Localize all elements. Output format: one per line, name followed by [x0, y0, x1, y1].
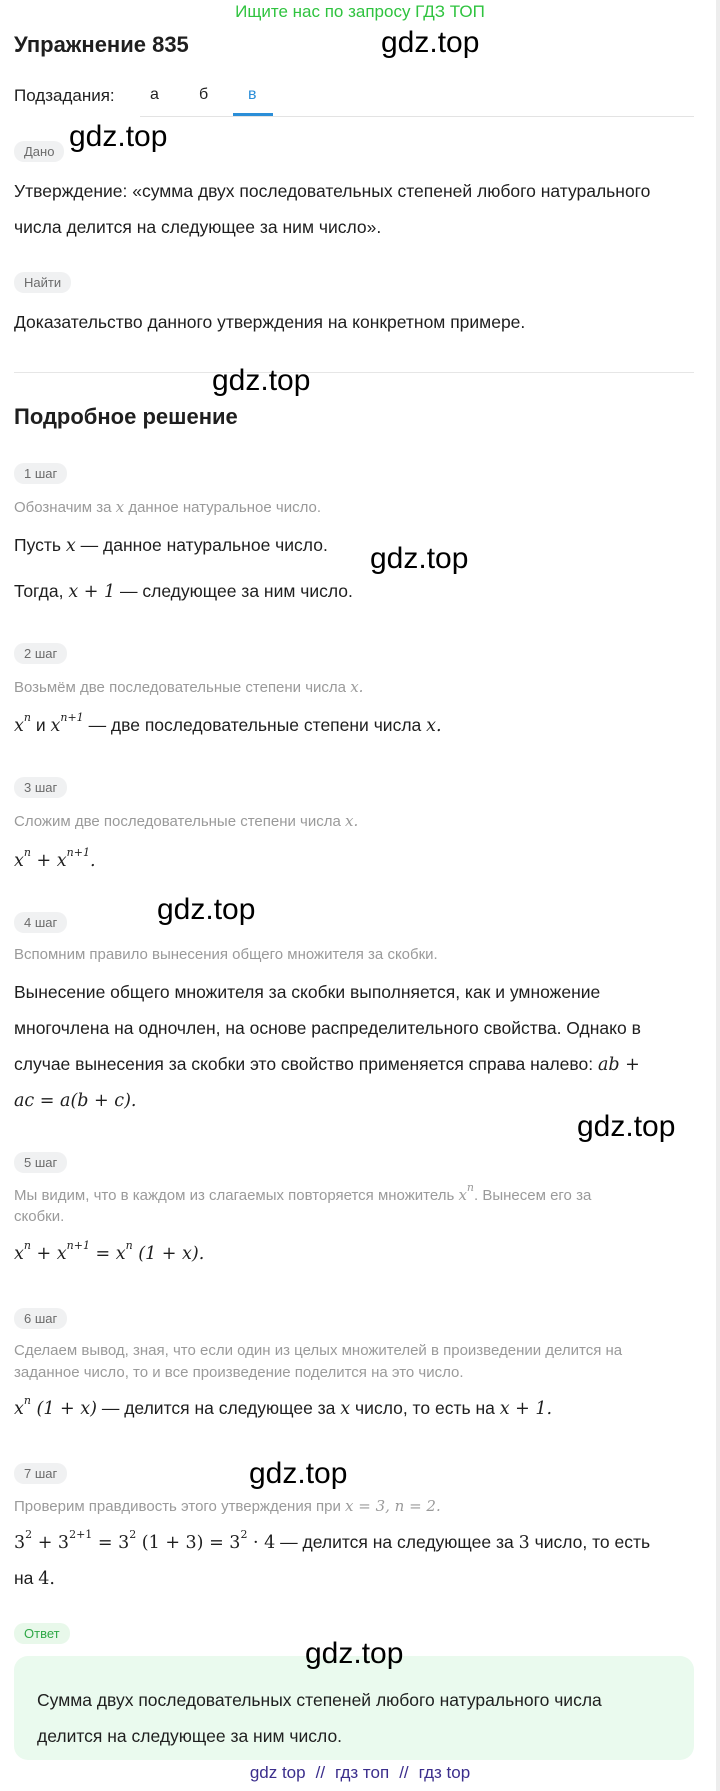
- divider: [14, 372, 694, 373]
- find-pill: Найти: [14, 272, 71, 293]
- answer-text: [37, 1682, 674, 1754]
- step-2-line: $x^n$ и $x^{n+1}$ — две последовательные степени числа x.: [14, 711, 442, 736]
- find-text: Доказательство данного утверждения на конкретном примере.: [14, 312, 526, 332]
- step-6-hint-2: заданное число, то и все произведение поделится на это число.: [14, 1364, 464, 1381]
- step-5-formula: $x^n + x^{n+1} = x^n$ (1 + x).: [14, 1239, 205, 1264]
- step-3-hint: Сложим две последовательные степени числа x.: [14, 812, 359, 830]
- footer-link-1[interactable]: gdz top: [249, 1763, 306, 1782]
- step-7-line-1: $3^2 + 3^{2+1} = 3^2$ $(1 + 3) = 3^2 \cdot 4$ — делится на следующее за 3 число, то есть: [14, 1528, 651, 1553]
- solution-title: Подробное решение: [14, 404, 238, 429]
- footer-link-3[interactable]: гдз top: [418, 1763, 471, 1782]
- step-1-hint: Обозначим за x данное натуральное число.: [14, 498, 322, 516]
- answer-line-1: Сумма двух последовательных степеней любого натурального числа: [37, 1690, 602, 1710]
- step-3-formula: $x^n + x^{n+1}$.: [14, 846, 96, 871]
- step-2-hint: Возьмём две последовательные степени числа x.: [14, 678, 364, 696]
- footer-link-2[interactable]: гдз топ: [335, 1763, 390, 1782]
- footer-links: [0, 1763, 720, 1783]
- step-1-line-1: Пусть x — данное натуральное число.: [14, 535, 328, 556]
- step-5-pill: 5 шаг: [14, 1152, 67, 1173]
- step-7-pill: 7 шаг: [14, 1463, 67, 1484]
- step-4-pill: 4 шаг: [14, 912, 67, 933]
- step-3-pill: 3 шаг: [14, 777, 67, 798]
- step-5-hint-1: Мы видим, что в каждом из слагаемых повторяется множитель $x^n$. Вынесем его за: [14, 1181, 592, 1204]
- subtask-tabs: [140, 86, 694, 117]
- watermark: gdz.top: [157, 893, 256, 926]
- step-7-hint: Проверим правдивость этого утверждения при x = 3, n = 2.: [14, 1497, 441, 1515]
- active-tab-indicator: [233, 113, 273, 116]
- watermark: gdz.top: [577, 1110, 676, 1143]
- subtasks-label: Подзадания:: [14, 86, 115, 105]
- step-4-formula: ac = a(b + c).: [14, 1091, 137, 1111]
- answer-box: [14, 1656, 694, 1760]
- answer-pill: Ответ: [14, 1623, 70, 1644]
- step-6-hint-1: Сделаем вывод, зная, что если один из целых множителей в произведении делится на: [14, 1342, 623, 1359]
- page-title: Упражнение 835: [14, 32, 189, 57]
- step-4-hint: Вспомним правило вынесения общего множителя за скобки.: [14, 946, 438, 963]
- step-7-line-2: на 4.: [14, 1568, 55, 1589]
- step-6-line: $x^n$ (1 + x) — делится на следующее за x число, то есть на x + 1.: [14, 1394, 553, 1419]
- step-1-pill: 1 шаг: [14, 463, 67, 484]
- tab-v[interactable]: в: [248, 86, 257, 103]
- footer-sep: //: [399, 1763, 409, 1782]
- step-4-line-3: случае вынесения за скобки это свойство применяется справа налево: ab +: [14, 1054, 640, 1075]
- watermark: gdz.top: [69, 120, 168, 153]
- given-pill: Дано: [14, 141, 64, 162]
- step-5-hint-2: скобки.: [14, 1208, 65, 1225]
- top-banner: Ищите нас по запросу ГДЗ ТОП: [235, 2, 485, 21]
- watermark: gdz.top: [305, 1637, 404, 1670]
- step-1-line-2: Тогда, x + 1 — следующее за ним число.: [14, 581, 353, 602]
- tab-b[interactable]: б: [199, 86, 209, 103]
- watermark: gdz.top: [381, 26, 480, 59]
- given-line-2: числа делится на следующее за ним число».: [14, 217, 382, 237]
- watermark: gdz.top: [212, 364, 311, 397]
- step-4-line-1: Вынесение общего множителя за скобки выполняется, как и умножение: [14, 982, 601, 1002]
- step-6-pill: 6 шаг: [14, 1308, 67, 1329]
- answer-line-2: делится на следующее за ним число.: [37, 1726, 343, 1746]
- watermark: gdz.top: [370, 542, 469, 575]
- tab-a[interactable]: а: [150, 86, 159, 103]
- step-2-pill: 2 шаг: [14, 643, 67, 664]
- watermark: gdz.top: [249, 1457, 348, 1490]
- given-line-1: Утверждение: «сумма двух последовательных степеней любого натурального: [14, 181, 651, 201]
- step-4-line-2: многочлена на одночлен, на основе распределительного свойства. Однако в: [14, 1018, 641, 1038]
- footer-sep: //: [315, 1763, 326, 1782]
- scrollbar-track[interactable]: [716, 0, 720, 1791]
